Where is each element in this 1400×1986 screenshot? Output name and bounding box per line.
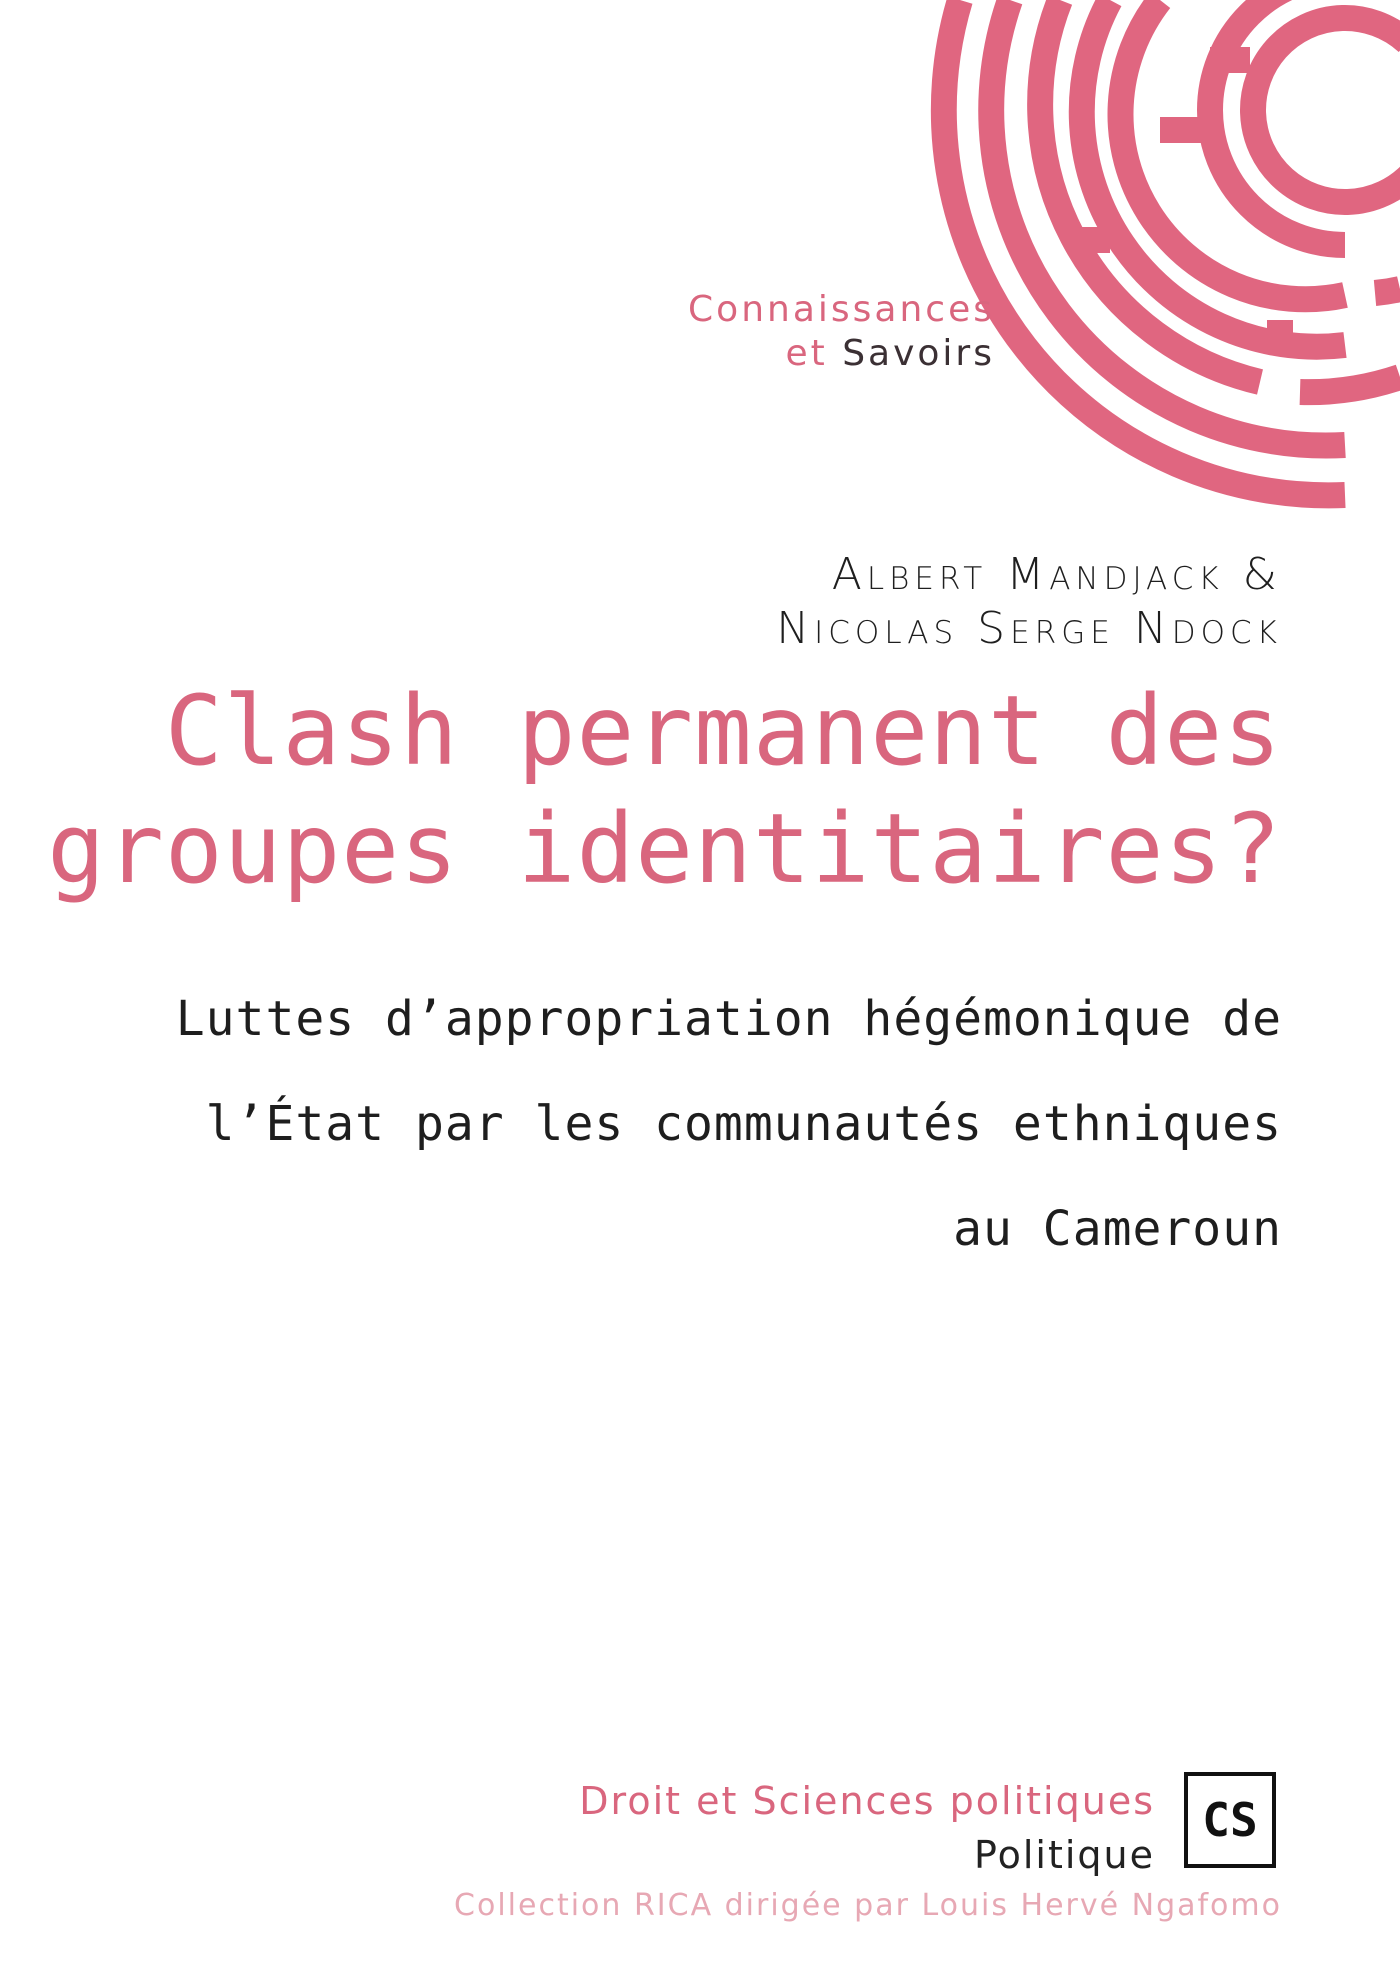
subtitle-line-2: l’État par les communautés ethniques [205, 1096, 1282, 1152]
author-2: Nicolas Serge Ndock [776, 603, 1282, 654]
publisher-savoirs: Savoirs [842, 333, 995, 374]
book-title [47, 672, 1282, 908]
publisher-line1: Connaissances [688, 289, 995, 330]
title-line-1: Clash permanent des [164, 675, 1282, 787]
title-line-2: groupes identitaires? [47, 793, 1282, 905]
publisher-et: et [785, 333, 828, 374]
author-1: Albert Mandjack & [831, 549, 1282, 600]
authors [776, 548, 1282, 656]
subtitle-line-1: Luttes d’appropriation hégémonique de [175, 991, 1282, 1047]
collection-note: Collection RICA dirigée par Louis Hervé Ngafomo [454, 1888, 1282, 1923]
book-subtitle [176, 962, 1282, 1277]
publisher-label [688, 288, 995, 376]
subtitle-line-3: au Cameroun [953, 1201, 1282, 1257]
maze-logo [0, 0, 1400, 560]
publisher-line2 [688, 332, 995, 376]
series-info [579, 1776, 1155, 1880]
series-name: Droit et Sciences politiques [579, 1779, 1155, 1823]
series-subcategory: Politique [974, 1833, 1155, 1877]
cs-logo-icon: CS [1184, 1772, 1276, 1868]
